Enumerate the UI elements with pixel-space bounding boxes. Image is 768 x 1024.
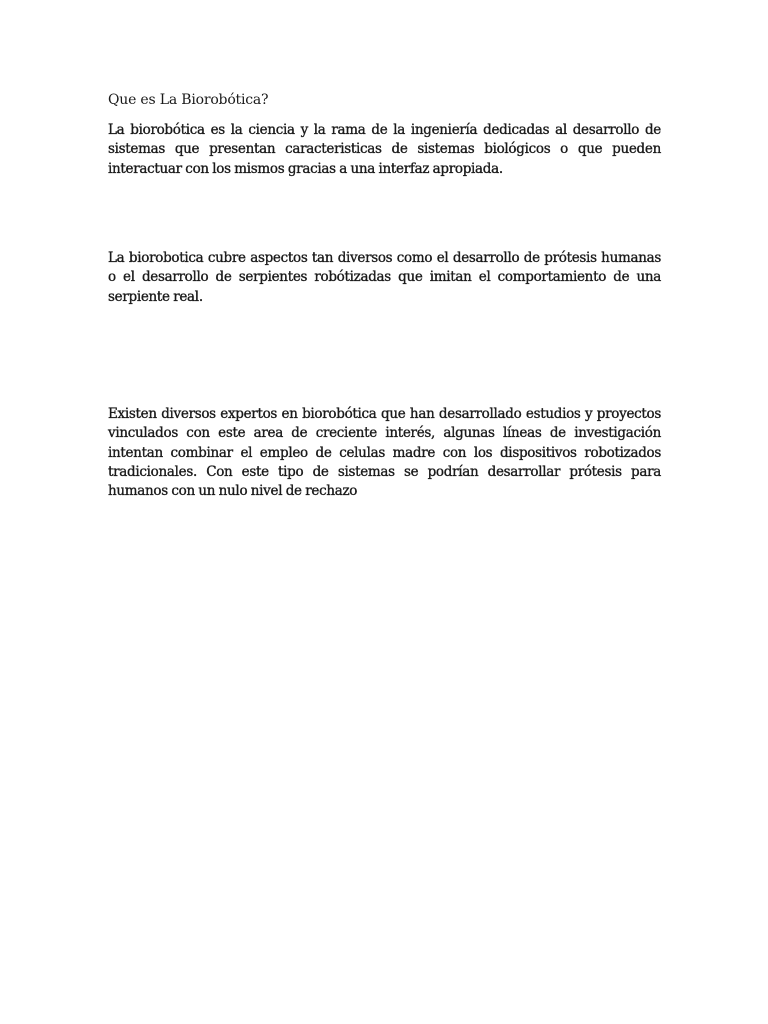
paragraph-research: Existen diversos expertos en biorobótica que han desarrollado estudios y proyectos vinculados con este area de creciente interés, algunas líneas de investigación intentan combinar el empleo de celulas madre con los dispositivos robotizados tradicionales. Con este tipo de sistemas se podrían desarrollar prótesis para humanos con un nulo nivel de rechazo [108,406,661,500]
paragraph-aspects: La biorobotica cubre aspectos tan diversos como el desarrollo de prótesis humanas o el desarrollo de serpientes robótizadas que imitan el comportamiento de una serpiente real. [108,250,661,305]
paragraph-definition: La biorobótica es la ciencia y la rama de la ingeniería dedicadas al desarrollo de sistemas que presentan caracteristicas de sistemas biológicos o que pueden interactuar con los mismos gracias a una interfaz apropiada. [108,122,661,177]
page-title: Que es La Biorobótica? [108,92,269,108]
